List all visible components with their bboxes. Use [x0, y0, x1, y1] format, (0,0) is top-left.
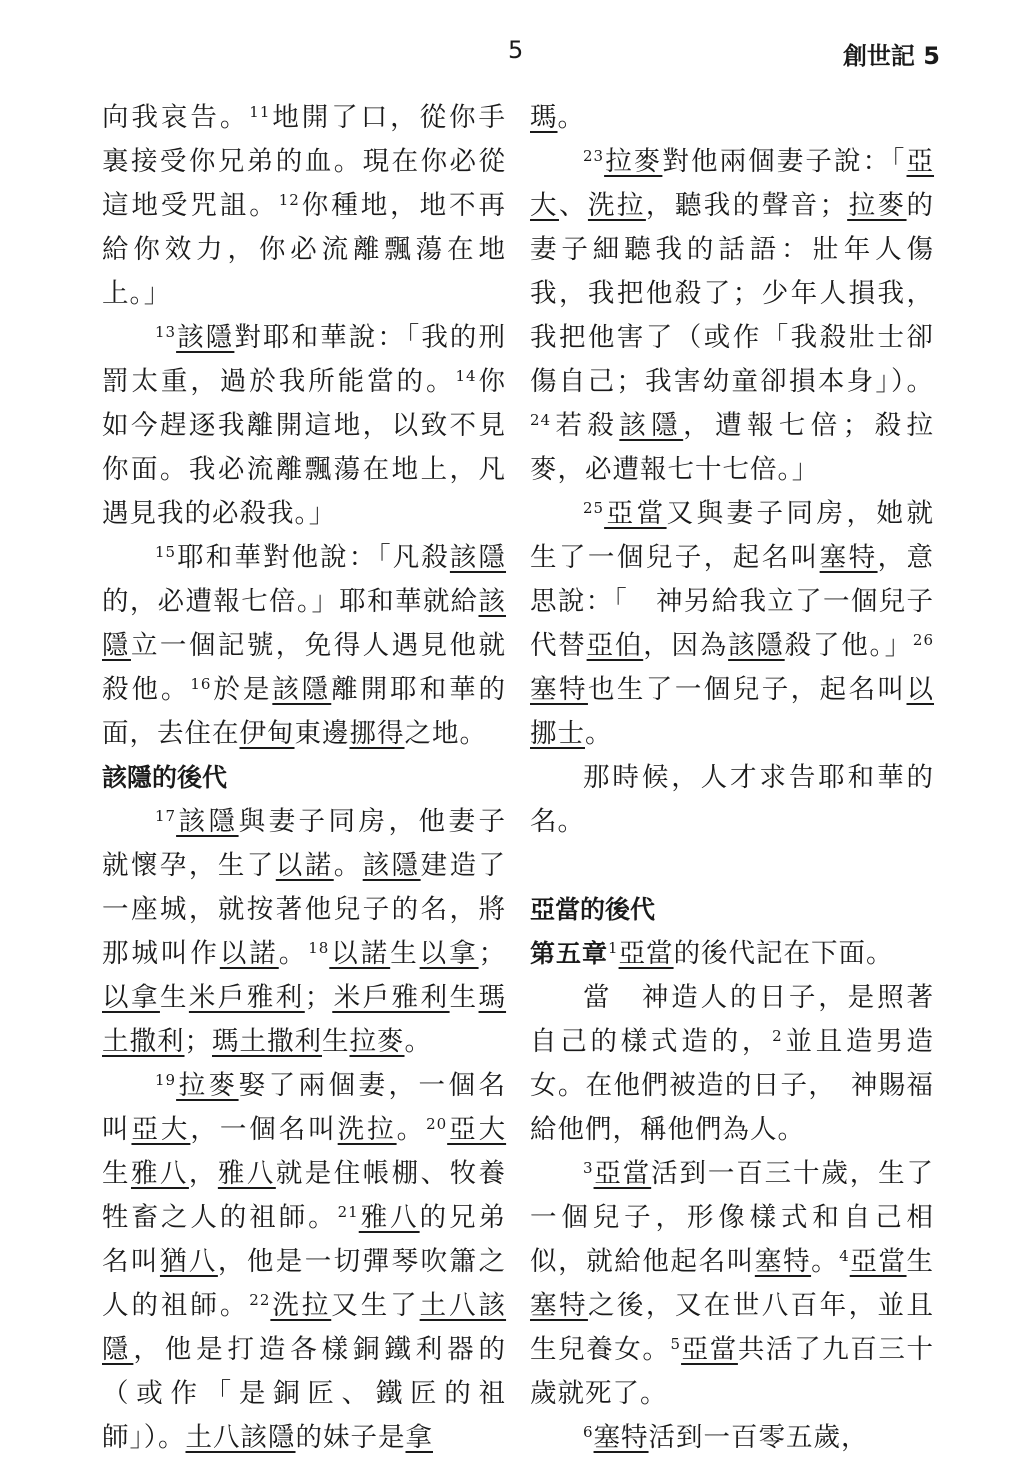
- proper-name: 該隱: [449, 542, 507, 573]
- proper-name: 瑪土撒利: [212, 1026, 322, 1057]
- proper-name: 該隱: [102, 586, 506, 661]
- verse-text: 。: [585, 718, 613, 749]
- proper-name: 洗拉: [337, 1114, 397, 1145]
- verse-text: 的，必遭報七倍。」耶和華就給: [102, 586, 479, 617]
- proper-name: 塞特: [530, 674, 588, 705]
- verse-text: 立一個記號，免得人遇見他就殺他。: [102, 630, 507, 705]
- verse-paragraph: [530, 1152, 934, 1416]
- proper-name: 亞伯: [586, 630, 644, 661]
- verse-number: 22: [249, 1291, 271, 1309]
- page-header: [0, 36, 1024, 68]
- proper-name: 亞大: [447, 1114, 507, 1145]
- verse-number: 12: [278, 191, 300, 209]
- verse-paragraph: [102, 1064, 506, 1460]
- verse-text: 於是: [211, 674, 273, 705]
- verse-text: 對耶和華說：「我的刑罰太重，過於我所能當的。: [102, 322, 507, 397]
- verse-paragraph: [102, 800, 506, 1064]
- proper-name: 塞特: [593, 1422, 649, 1453]
- proper-name: 伊甸: [239, 718, 295, 749]
- page-number: 5: [508, 36, 524, 64]
- proper-name: 以諾: [219, 938, 279, 969]
- verse-number: 16: [190, 675, 212, 693]
- verse-number: 15: [155, 543, 177, 561]
- verse-text: 生: [449, 982, 479, 1013]
- verse-text: ；: [478, 938, 507, 969]
- verse-paragraph: [530, 756, 934, 844]
- proper-name: 拉麥: [847, 190, 907, 221]
- verse-paragraph: [102, 96, 506, 316]
- proper-name: 塞特: [530, 1290, 588, 1321]
- verse-number: 13: [155, 323, 177, 341]
- verse-text: 之後，又在世八百年，並且生兒養女。: [530, 1290, 935, 1365]
- proper-name: 亞當: [604, 498, 667, 529]
- proper-name: 挪得: [349, 718, 405, 749]
- verse-paragraph: [530, 492, 934, 756]
- verse-text: ，因為: [643, 630, 729, 661]
- verse-text: 對他兩個妻子說：「: [662, 146, 907, 177]
- verse-text: ，他是打造各樣銅鐵利器的（或作「是銅匠、鐵匠的祖師」）。: [102, 1334, 506, 1453]
- verse-paragraph: [102, 316, 506, 536]
- verse-text: 、: [558, 190, 588, 221]
- proper-name: 以挪士: [530, 674, 935, 749]
- verse-text: 耶和華對他說：「凡殺: [176, 542, 450, 573]
- verse-number: 24: [530, 411, 552, 429]
- proper-name: 該隱: [619, 410, 684, 441]
- proper-name: 亞大: [530, 146, 935, 221]
- proper-name: 雅八: [217, 1158, 276, 1189]
- verse-text: 娶了兩個妻，一個名叫: [102, 1070, 507, 1145]
- proper-name: 米戶雅利: [188, 982, 305, 1013]
- proper-name: 該隱: [272, 674, 332, 705]
- verse-number: 17: [155, 807, 177, 825]
- verse-text: 建造了一座城，就按著他兒子的名，將那城叫作: [102, 850, 507, 969]
- verse-text: 並且造男造女。在他們被造的日子， 神賜福給他們，稱他們為人。: [530, 1026, 934, 1145]
- verse-text: 的後代記在下面。: [673, 938, 894, 969]
- verse-text: ，: [188, 1158, 218, 1189]
- running-head-book-title: 創世記 5: [842, 42, 940, 70]
- proper-name: 以諾: [329, 938, 391, 969]
- verse-text: 生: [906, 1246, 935, 1277]
- verse-number: 5: [670, 1335, 682, 1353]
- proper-name: 拉麥: [604, 146, 663, 177]
- verse-text: 殺了他。」: [784, 630, 913, 661]
- proper-name: 土八該隱: [185, 1422, 296, 1453]
- proper-name: 亞當: [681, 1334, 738, 1365]
- verse-text: 當 神造人的日子，是照著自己的樣式造的，: [530, 982, 934, 1057]
- verse-number: 6: [583, 1423, 594, 1441]
- section-heading: 該隱的後代: [102, 763, 228, 792]
- verse-text: 。: [557, 102, 585, 133]
- verse-text: ；: [184, 1026, 212, 1057]
- proper-name: 雅八: [130, 1158, 189, 1189]
- proper-name: 洗拉: [270, 1290, 332, 1321]
- proper-name: 塞特: [754, 1246, 812, 1277]
- verse-number: 14: [455, 367, 477, 385]
- left-column: [102, 96, 506, 1460]
- verse-text: 。: [333, 850, 363, 881]
- verse-text: ，遭報七倍；殺拉麥，必遭報七十七倍。」: [530, 410, 935, 485]
- proper-name: 以拿: [102, 982, 160, 1013]
- verse-text: 又與妻子同房，她就生了一個兒子，起名叫: [530, 498, 935, 573]
- verse-number: 23: [583, 147, 605, 165]
- verse-text: 生: [159, 982, 189, 1013]
- proper-name: 亞當: [593, 1158, 652, 1189]
- proper-name: 以諾: [275, 850, 334, 881]
- verse-number: 18: [308, 939, 330, 957]
- proper-name: 塞特: [819, 542, 878, 573]
- verse-text: 。: [278, 938, 309, 969]
- verse-text: 生: [102, 1158, 131, 1189]
- verse-text: 就是住帳棚、牧養牲畜之人的祖師。: [102, 1158, 507, 1233]
- verse-text: 離開耶和華的面，去住在: [102, 674, 507, 749]
- proper-name: 猶八: [159, 1246, 218, 1277]
- verse-number: 2: [772, 1027, 783, 1045]
- verse-number: 25: [583, 499, 605, 517]
- proper-name: 亞當: [849, 1246, 907, 1277]
- verse-text: 與妻子同房，他妻子就懷孕，生了: [102, 806, 507, 881]
- verse-text: ；: [304, 982, 333, 1013]
- proper-name: 雅八: [358, 1202, 420, 1233]
- verse-text: 你種地，地不再給你效力，你必流離飄蕩在地上。」: [102, 190, 507, 309]
- verse-text: ，聽我的聲音；: [645, 190, 848, 221]
- chapter-opening-paragraph: [530, 932, 934, 976]
- proper-name: 拉麥: [349, 1026, 405, 1057]
- verse-text: 的妻子細聽我的話語：壯年人傷我，我把他殺了；少年人損我，我把他害了（或作「我殺壯士卻傷自己；我害幼童卻損本身」）。: [530, 190, 935, 397]
- verse-paragraph: [530, 976, 934, 1152]
- verse-number: 11: [249, 103, 271, 121]
- proper-name: 瑪土撒利: [102, 982, 507, 1057]
- proper-name: 洗拉: [587, 190, 646, 221]
- verse-text: ，意思說：「 神另給我立了一個兒子代替: [530, 542, 935, 661]
- right-column: [530, 96, 934, 1460]
- proper-name: 拉麥: [176, 1070, 239, 1101]
- proper-name: 以拿: [419, 938, 479, 969]
- proper-name: 土八該隱: [102, 1290, 507, 1365]
- verse-paragraph: [530, 1416, 934, 1460]
- verse-text: 活到一百三十歲，生了一個兒子，形像樣式和自己相似，就給他起名叫: [530, 1158, 935, 1277]
- chapter-label: 第五章: [530, 939, 609, 968]
- verse-number: 4: [839, 1247, 850, 1265]
- verse-text: 之地。: [404, 718, 487, 749]
- verse-text: 東邊: [294, 718, 350, 749]
- verse-text: 生: [322, 1026, 350, 1057]
- verse-number: 26: [912, 631, 934, 649]
- verse-text: 的妹子是: [295, 1422, 406, 1453]
- verse-number: 21: [337, 1203, 359, 1221]
- verse-number: 3: [583, 1159, 594, 1177]
- verse-text: 。: [404, 1026, 432, 1057]
- section-heading: 亞當的後代: [530, 895, 656, 924]
- verse-text: ，他是一切彈琴吹簫之人的祖師。: [102, 1246, 507, 1321]
- proper-name: 亞當: [618, 938, 674, 969]
- verse-paragraph: [530, 96, 934, 140]
- proper-name: 該隱: [362, 850, 421, 881]
- verse-number: 20: [426, 1115, 448, 1133]
- verse-text: 也生了一個兒子，起名叫: [587, 674, 907, 705]
- verse-text: 你如今趕逐我離開這地，以致不見你面。我必流離飄蕩在地上，凡遇見我的必殺我。」: [102, 366, 507, 529]
- verse-text: 那時候，人才求告耶和華的名。: [530, 762, 934, 837]
- verse-text: 又生了: [331, 1290, 420, 1321]
- verse-text: 向我哀告。: [102, 102, 250, 133]
- proper-name: 米戶雅利: [332, 982, 450, 1013]
- proper-name: 該隱: [176, 322, 235, 353]
- proper-name: 瑪: [530, 102, 558, 133]
- section-spacer: [530, 844, 934, 888]
- verse-paragraph: [102, 536, 506, 756]
- proper-name: 該隱: [728, 630, 785, 661]
- verse-text: ，一個名叫: [190, 1114, 338, 1145]
- verse-number: 19: [155, 1071, 177, 1089]
- verse-text: 。: [811, 1246, 840, 1277]
- proper-name: 該隱: [176, 806, 239, 837]
- verse-text: 若殺: [551, 410, 620, 441]
- verse-text: 活到一百零五歲，: [648, 1422, 869, 1453]
- verse-paragraph: [530, 140, 934, 492]
- verse-number: 1: [608, 939, 619, 957]
- verse-text: 生: [390, 938, 420, 969]
- verse-text: 共活了九百三十歲就死了。: [530, 1334, 935, 1409]
- proper-name: 亞大: [131, 1114, 191, 1145]
- chapter-opening-text: [608, 938, 894, 969]
- proper-name: 拿: [405, 1422, 433, 1453]
- verse-text: 地開了口，從你手裏接受你兄弟的血。現在你必從這地受咒詛。: [102, 102, 507, 221]
- verse-text: 。: [396, 1114, 427, 1145]
- verse-text: 的兄弟名叫: [102, 1202, 507, 1277]
